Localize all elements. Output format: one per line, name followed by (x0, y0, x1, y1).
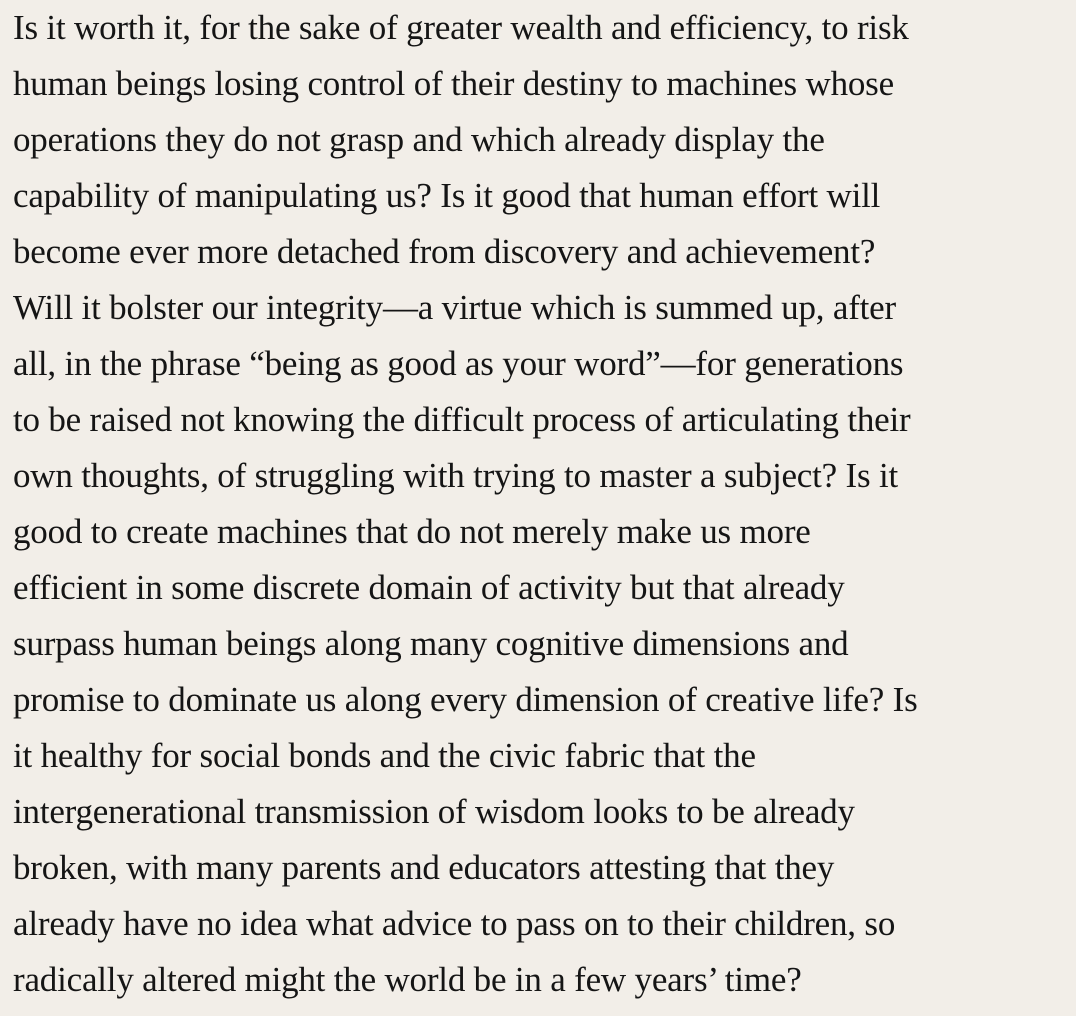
paragraph-line: efficient in some discrete domain of activity but that already (13, 568, 845, 607)
paragraph-line: promise to dominate us along every dimension of creative life? Is (13, 680, 918, 719)
article-paragraph (13, 0, 1073, 1008)
paragraph-line: capability of manipulating us? Is it good that human effort will (13, 176, 881, 215)
paragraph-line: already have no idea what advice to pass on to their children, so (13, 904, 896, 943)
paragraph-line: intergenerational transmission of wisdom looks to be already (13, 792, 855, 831)
paragraph-line: Is it worth it, for the sake of greater wealth and efficiency, to risk (13, 8, 909, 47)
paragraph-line: Will it bolster our integrity—a virtue which is summed up, after (13, 288, 896, 327)
paragraph-line: to be raised not knowing the difficult process of articulating their (13, 400, 911, 439)
paragraph-line: operations they do not grasp and which already display the (13, 120, 825, 159)
paragraph-line: all, in the phrase “being as good as your word”—for generations (13, 344, 904, 383)
paragraph-line: surpass human beings along many cognitive dimensions and (13, 624, 849, 663)
paragraph-line: own thoughts, of struggling with trying to master a subject? Is it (13, 456, 899, 495)
paragraph-line: it healthy for social bonds and the civic fabric that the (13, 736, 756, 775)
paragraph-line: become ever more detached from discovery and achievement? (13, 232, 876, 271)
paragraph-line: broken, with many parents and educators attesting that they (13, 848, 835, 887)
paragraph-line: human beings losing control of their destiny to machines whose (13, 64, 894, 103)
paragraph-line: good to create machines that do not merely make us more (13, 512, 811, 551)
paragraph-line: radically altered might the world be in a few years’ time? (13, 960, 802, 999)
